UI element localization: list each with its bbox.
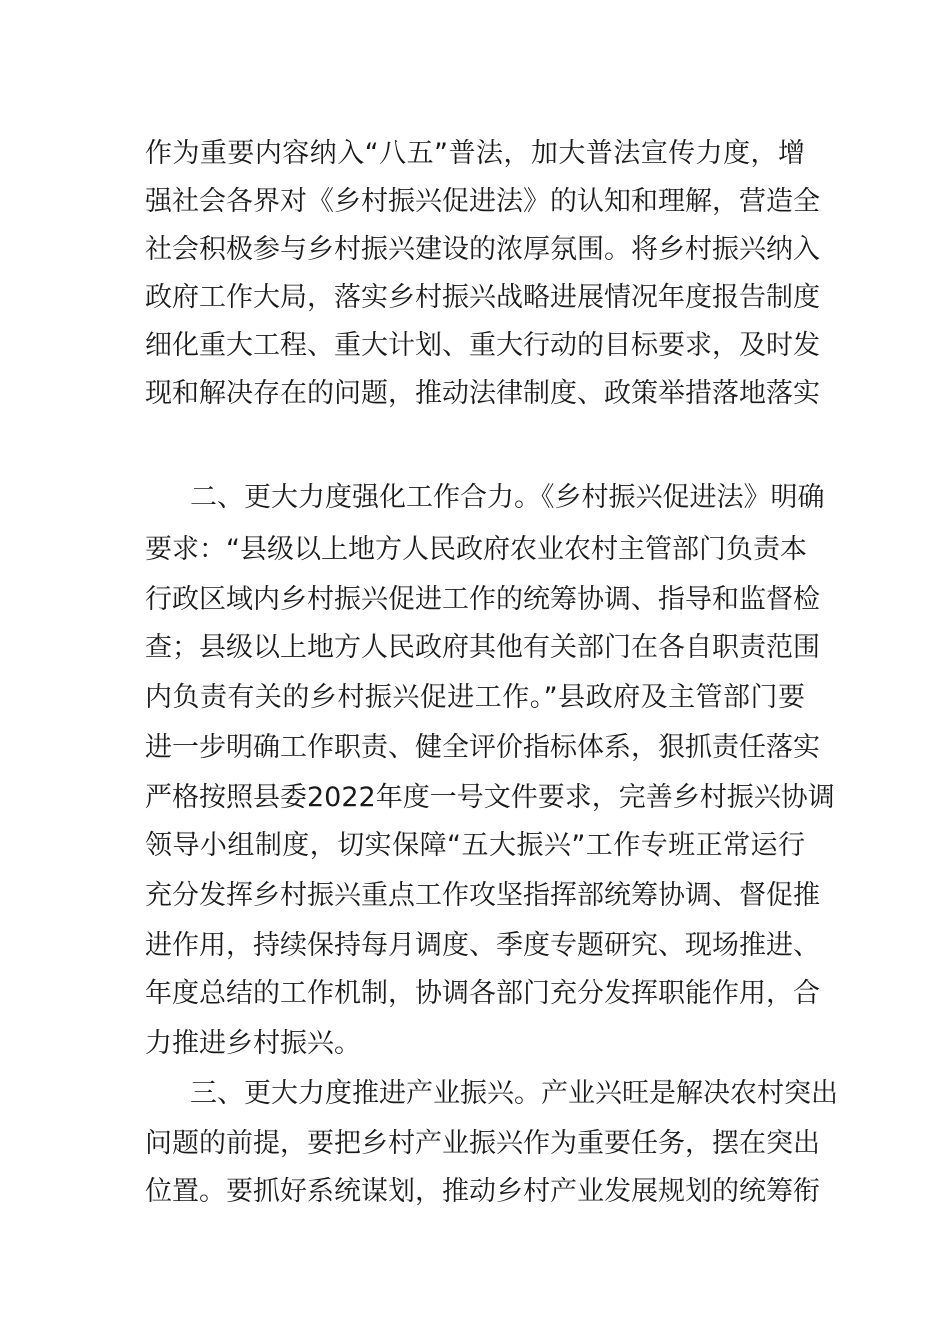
text-line: 要求：“县级以上地方人民政府农业农村主管部门负责本 — [145, 534, 807, 565]
text-line: 行政区域内乡村振兴促进工作的统筹协调、指导和监督检 — [145, 584, 820, 615]
text-line: 领导小组制度，切实保障“五大振兴”工作专班正常运行 — [145, 830, 805, 861]
text-line: 年度总结的工作机制，协调各部门充分发挥职能作用，合 — [145, 978, 820, 1009]
text-line: 现和解决存在的问题，推动法律制度、政策举措落地落实 — [145, 378, 820, 409]
text-line: 位置。要抓好系统谋划，推动乡村产业发展规划的统筹衔 — [145, 1176, 820, 1207]
section-heading-line: 三、更大力度推进产业振兴。产业兴旺是解决农村突出 — [190, 1078, 838, 1109]
text-line: 作为重要内容纳入“八五”普法，加大普法宣传力度，增 — [145, 138, 805, 169]
text-line: 细化重大工程、重大计划、重大行动的目标要求，及时发 — [145, 330, 820, 361]
text-line: 内负责有关的乡村振兴促进工作。”县政府及主管部门要 — [145, 682, 805, 713]
text-line: 社会积极参与乡村振兴建设的浓厚氛围。将乡村振兴纳入 — [145, 234, 820, 265]
section-heading-line: 二、更大力度强化工作合力。《乡村振兴促进法》明确 — [190, 482, 825, 513]
text-line: 政府工作大局，落实乡村振兴战略进展情况年度报告制度 — [145, 282, 820, 313]
text-line: 强社会各界对《乡村振兴促进法》的认知和理解，营造全 — [145, 186, 820, 217]
text-line: 力推进乡村振兴。 — [145, 1028, 361, 1059]
text-line: 充分发挥乡村振兴重点工作攻坚指挥部统筹协调、督促推 — [145, 880, 820, 911]
text-line: 进作用，持续保持每月调度、季度专题研究、现场推进、 — [145, 930, 820, 961]
text-line: 严格按照县委2022年度一号文件要求，完善乡村振兴协调 — [145, 782, 835, 813]
text-line: 进一步明确工作职责、健全评价指标体系，狠抓责任落实 — [145, 732, 820, 763]
text-line: 查；县级以上地方人民政府其他有关部门在各自职责范围 — [145, 632, 820, 663]
text-line: 问题的前提，要把乡村产业振兴作为重要任务，摆在突出 — [145, 1128, 820, 1159]
